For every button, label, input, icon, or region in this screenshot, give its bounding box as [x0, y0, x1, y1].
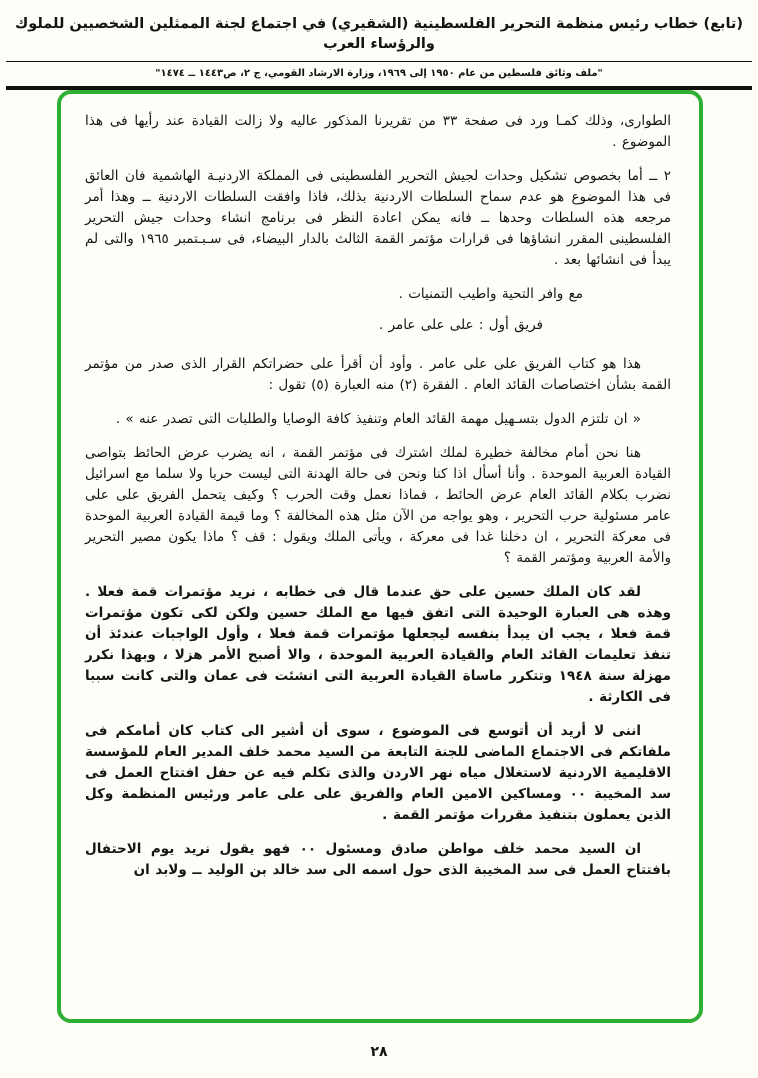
- paragraph-final: ان السيد محمد خلف مواطن صادق ومسئول ٠٠ فهو يقول نريد يوم الاحتفال بافتتاح العمل فى سد المخيبة الذى حول اسمه الى سد خالد بن الوليد ــ ولابد ان: [85, 841, 671, 878]
- page-number: ٢٨: [370, 1044, 388, 1060]
- paragraph-commentary: هنا نحن أمام مخالفة خطيرة لملك اشترك فى مؤتمر القمة ، انه يضرب عرض الحائط بتواصى القيادة العربية الموحدة . وأنا أسأل اذا كنا ونحن فى حالة الهدنة التى ليست حربا ولا سلما مع اسرائيل نضرب بكلام القائد العام عرض الحائط ، فماذا نعمل وقت الحرب ؟ وكيف يتحمل الفريق على على عامر مسئولية حرب التحرير ، وهو يواجه من الآن مثل هذه المخالفة ؟ وما قيمة القيادة العربية الموحدة فى معركة التحرير ، ان دخلنا غدا فى معركة ، ويأتى الملك ويقول : قف ؟ ماذا يكون مصير التحرير والأمة العربية ومؤتمر القمة ؟: [85, 445, 671, 566]
- document-header: [0, 0, 758, 90]
- paragraph-king-hussein: لقد كان الملك حسين على حق عندما قال فى خطابه ، نريد مؤتمرات قمة فعلا . وهذه هى العبارة الوحيدة التى اتفق فيها مع الملك حسين ولكن لكى تكون مؤتمرات قمة فعلا ، يجب ان يبدأ بنفسه ليجعلها مؤتمرات قمة فعلا ، وأول الواجبات عندئذ أن تنفذ تعليمات القائد العام والقيادة العربية الموحدة ، والا أصبح الأمر هزلا ، وبهذا نكرر مهزلة سنة ١٩٤٨ وتتكرر ماساة القيادة العربية التى انشئت فى عمان والتى كانت سببا فى الكارثة .: [85, 584, 671, 705]
- closing-salutation: مع وافر التحية واطيب التمنيات .: [398, 286, 583, 302]
- signature-line: فريق أول : على على عامر .: [379, 317, 543, 333]
- header-rule-thin: [6, 61, 752, 62]
- paragraph-continuation: الطوارى، وذلك كمـا ورد فى صفحة ٣٣ من تقريرنا المذكور عاليه ولا زالت القيادة عند رأيها فى هذا الموضوع .: [85, 113, 671, 150]
- document-footer: [0, 1041, 758, 1060]
- paragraph-letter-intro: هذا هو كتاب الفريق على على عامر . وأود أن أقرأ على حضراتكم القرار الذى صدر من مؤتمر القمة بشأن اختصاصات القائد العام . الفقرة (٢) منه العبارة (٥) تقول :: [85, 356, 671, 393]
- green-text-frame: [57, 90, 703, 1023]
- document-subtitle: "ملف وثائق فلسطين من عام ١٩٥٠ إلى ١٩٦٩، وزارة الارشاد القومي، ج ٢، ص١٤٤٣ ــ ١٤٧٤": [155, 68, 603, 79]
- paragraph-quote: « ان تلتزم الدول بتسـهيل مهمة القائد العام وتنفيذ كافة الوصايا والطلبات التى تصدر عنه » .: [115, 411, 641, 427]
- paragraph-numbered-2: ٢ ــ أما بخصوص تشكيل وحدات لجيش التحرير الفلسطينى فى المملكة الاردنيـة الهاشمية فان العائق فى هذا الموضوع هو عدم سماح السلطات الاردنية بذلك، فاذا وافقت السلطات الاردنية ــ وهذا أمر مرجعه هذه السلطات وحدها ــ فانه يمكن اعادة النظر فى برنامج انشاء وحدات جيش التحرير الفلسطينى المقرر انشاؤها فى قرارات مؤتمر القمة الثالث بالدار البيضاء، فى سـبـتمبر ١٩٦٥ والتى لم يبدأ فى انشائها بعد .: [85, 168, 672, 268]
- paragraph-khalaf-letter: اننى لا أريد أن أتوسع فى الموضوع ، سوى أن أشير الى كتاب كان أمامكم فى ملفاتكم فى الاجتماع الماضى للجنة التابعة من السيد محمد خلف المدير العام للمؤسسة الاقليمية الاردنية لاستغلال مياه نهر الاردن والذى تكلم فيه عن حفل افتتاح العمل فى سد المخيبة ٠٠ ومساكين الامين العام والفريق على على عامر ورئيس المنظمة وكل الذين يعملون بتنفيذ مقررات مؤتمر القمة .: [85, 723, 671, 823]
- document-title: (تابع) خطاب رئيس منظمة التحرير الفلسطينية (الشقيري) في اجتماع لجنة الممثلين الشخصيين للملوك والرؤساء العرب: [15, 16, 743, 52]
